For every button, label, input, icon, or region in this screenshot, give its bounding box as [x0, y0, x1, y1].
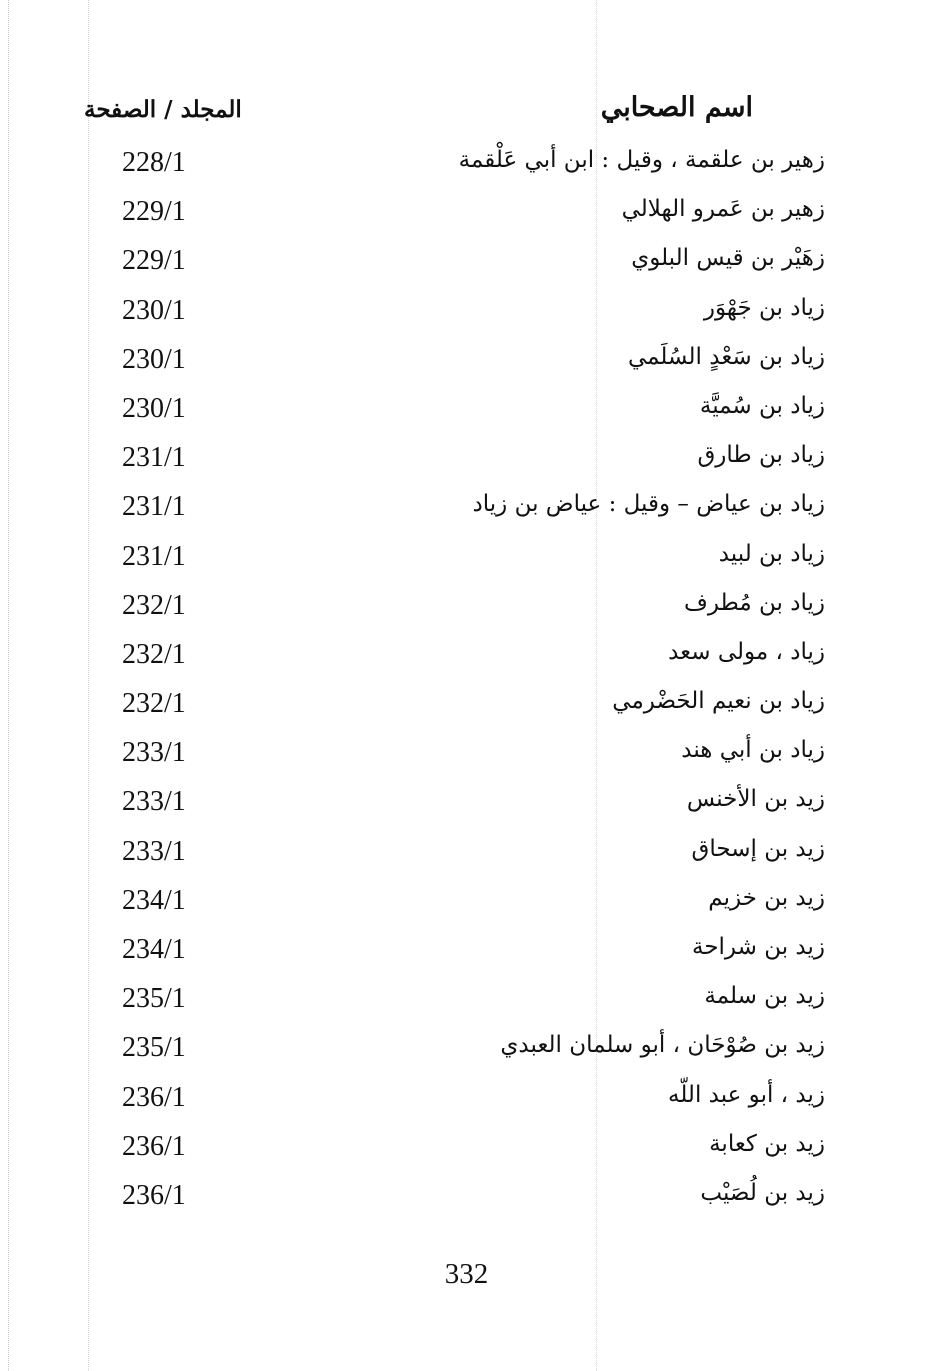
- table-row: [0, 436, 933, 485]
- volume-page-ref: 229/1: [122, 196, 186, 228]
- table-row: [0, 338, 933, 387]
- companion-name: زهير بن عَمرو الهلالي: [621, 196, 825, 223]
- index-table: [0, 141, 933, 1223]
- column-header-companion-name: اسم الصحابي: [600, 92, 753, 123]
- table-row: [0, 1076, 933, 1125]
- column-header-volume-page: المجلد / الصفحة: [84, 96, 242, 123]
- companion-name: زهير بن علقمة ، وقيل : ابن أبي عَلْقمة: [458, 147, 825, 173]
- volume-page-ref: 233/1: [122, 835, 186, 867]
- table-row: [0, 928, 933, 977]
- companion-name: زياد بن سَعْدٍ السُلَمي: [627, 343, 825, 370]
- table-row: [0, 584, 933, 633]
- table-row: [0, 289, 933, 338]
- volume-page-ref: 232/1: [122, 688, 186, 720]
- companion-name: زيد بن لُصَيْب: [700, 1179, 825, 1206]
- volume-page-ref: 230/1: [122, 294, 186, 326]
- companion-name: زياد بن لبيد: [718, 540, 825, 567]
- volume-page-ref: 232/1: [122, 589, 186, 621]
- table-row: [0, 879, 933, 928]
- companion-name: زيد ، أبو عبد اللّه: [667, 1081, 825, 1108]
- volume-page-ref: 231/1: [122, 491, 186, 523]
- volume-page-ref: 236/1: [122, 1179, 186, 1211]
- table-row: [0, 633, 933, 682]
- volume-page-ref: 236/1: [122, 1081, 186, 1113]
- companion-name: زيد بن كعابة: [709, 1130, 825, 1157]
- volume-page-ref: 230/1: [122, 392, 186, 424]
- companion-name: زياد بن جَهْوَر: [703, 294, 825, 321]
- companion-name: زياد بن أبي هند: [681, 737, 825, 764]
- volume-page-ref: 236/1: [122, 1130, 186, 1162]
- volume-page-ref: 233/1: [122, 786, 186, 818]
- volume-page-ref: 231/1: [122, 540, 186, 572]
- companion-name: زياد بن نعيم الحَضْرمي: [612, 688, 825, 715]
- table-row: [0, 731, 933, 780]
- table-row: [0, 387, 933, 436]
- companion-name: زياد بن سُميَّة: [699, 392, 825, 419]
- companion-name: زيد بن صُوْحَان ، أبو سلمان العبدي: [500, 1032, 825, 1059]
- companion-name: زياد ، مولى سعد: [668, 638, 825, 665]
- table-header: [0, 92, 933, 136]
- volume-page-ref: 234/1: [122, 934, 186, 965]
- companion-name: زيد بن إسحاق: [691, 835, 825, 862]
- volume-page-ref: 230/1: [122, 343, 186, 375]
- table-row: [0, 1125, 933, 1174]
- volume-page-ref: 235/1: [122, 983, 186, 1015]
- companion-name: زياد بن عياض – وقيل : عياض بن زياد: [472, 491, 825, 518]
- table-row: [0, 1174, 933, 1223]
- companion-name: زياد بن مُطرف: [683, 589, 825, 616]
- table-row: [0, 535, 933, 584]
- companion-name: زهَيْر بن قيس البلوي: [631, 245, 825, 272]
- volume-page-ref: 234/1: [122, 884, 186, 916]
- companion-name: زيد بن الأخنس: [686, 786, 825, 813]
- table-row: [0, 977, 933, 1026]
- companion-name: زيد بن سلمة: [704, 983, 825, 1010]
- volume-page-ref: 228/1: [122, 147, 186, 178]
- page-number: 332: [444, 1258, 489, 1290]
- volume-page-ref: 233/1: [122, 737, 186, 769]
- volume-page-ref: 235/1: [122, 1032, 186, 1064]
- table-row: [0, 190, 933, 239]
- companion-name: زياد بن طارق: [697, 442, 825, 469]
- table-row: [0, 485, 933, 534]
- volume-page-ref: 229/1: [122, 245, 186, 277]
- table-row: [0, 1026, 933, 1075]
- table-row: [0, 830, 933, 879]
- volume-page-ref: 231/1: [122, 442, 186, 474]
- companion-name: زيد بن خزيم: [708, 884, 825, 911]
- table-row: [0, 780, 933, 829]
- volume-page-ref: 232/1: [122, 638, 186, 670]
- table-row: [0, 682, 933, 731]
- table-row: [0, 141, 933, 190]
- table-row: [0, 239, 933, 288]
- companion-name: زيد بن شراحة: [691, 934, 825, 960]
